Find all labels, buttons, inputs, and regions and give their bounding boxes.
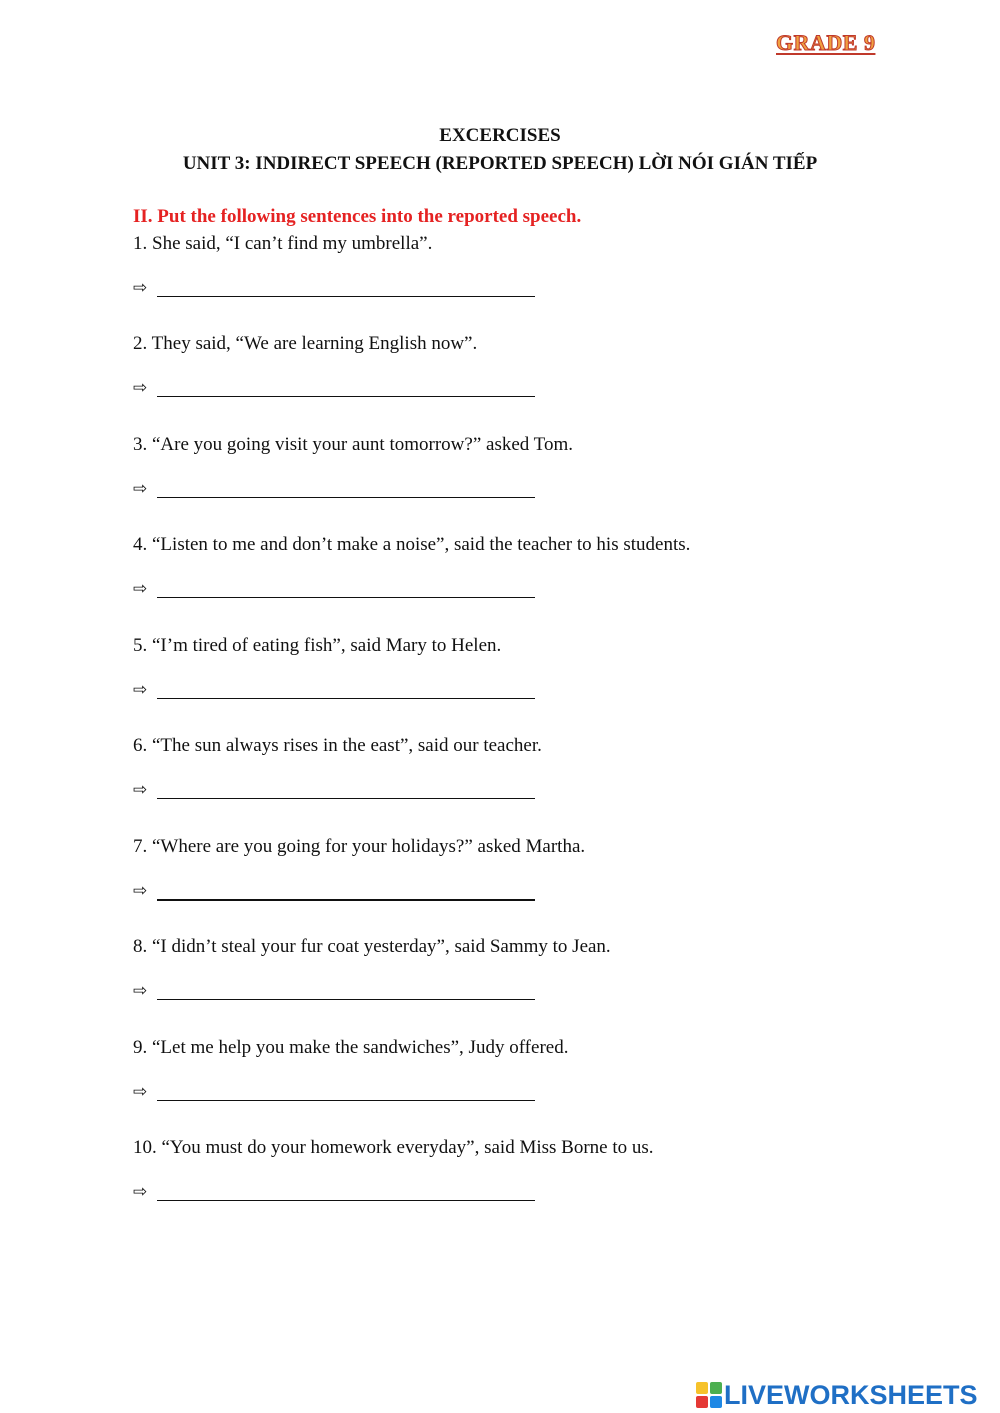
arrow-icon: ⇨ — [133, 378, 148, 398]
answer-line[interactable] — [157, 1200, 535, 1201]
question-text: 8. “I didn’t steal your fur coat yesterday”, said Sammy to Jean. — [133, 936, 611, 957]
answer-line[interactable] — [157, 1100, 535, 1101]
liveworksheets-icon — [696, 1382, 722, 1408]
section-instruction: II. Put the following sentences into the reported speech. — [133, 206, 582, 227]
unit-title: UNIT 3: INDIRECT SPEECH (REPORTED SPEECH) LỜI NÓI GIÁN TIẾP — [182, 153, 818, 174]
answer-line[interactable] — [157, 597, 535, 598]
arrow-icon: ⇨ — [133, 780, 148, 800]
arrow-icon: ⇨ — [133, 1082, 148, 1102]
question-5 — [0, 635, 1000, 735]
question-8 — [0, 936, 1000, 1036]
arrow-icon: ⇨ — [133, 1182, 148, 1202]
arrow-icon: ⇨ — [133, 981, 148, 1001]
answer-line[interactable] — [157, 798, 535, 799]
question-text: 6. “The sun always rises in the east”, said our teacher. — [133, 735, 542, 756]
grade-label: GRADE 9 — [776, 30, 876, 55]
arrow-icon: ⇨ — [133, 579, 148, 599]
question-7 — [0, 836, 1000, 936]
question-6 — [0, 735, 1000, 835]
arrow-icon: ⇨ — [133, 680, 148, 700]
arrow-icon: ⇨ — [133, 881, 148, 901]
question-text: 5. “I’m tired of eating fish”, said Mary to Helen. — [133, 635, 502, 656]
question-text: 4. “Listen to me and don’t make a noise”, said the teacher to his students. — [133, 534, 691, 555]
answer-line[interactable] — [157, 899, 535, 901]
question-text: 1. She said, “I can’t find my umbrella”. — [133, 233, 433, 254]
question-10 — [0, 1137, 1000, 1237]
question-1 — [0, 233, 1000, 333]
question-2 — [0, 333, 1000, 433]
question-text: 7. “Where are you going for your holidays?” asked Martha. — [133, 836, 586, 857]
arrow-icon: ⇨ — [133, 479, 148, 499]
answer-line[interactable] — [157, 296, 535, 297]
arrow-icon: ⇨ — [133, 278, 148, 298]
question-text: 10. “You must do your homework everyday”, said Miss Borne to us. — [133, 1137, 654, 1158]
logo-text: LIVEWORKSHEETS — [724, 1379, 978, 1410]
question-9 — [0, 1037, 1000, 1137]
question-4 — [0, 534, 1000, 634]
question-text: 2. They said, “We are learning English now”. — [133, 333, 478, 354]
page-title: EXCERCISES — [439, 125, 561, 146]
answer-line[interactable] — [157, 999, 535, 1000]
question-text: 9. “Let me help you make the sandwiches”, Judy offered. — [133, 1037, 569, 1058]
answer-line[interactable] — [157, 698, 535, 699]
answer-line[interactable] — [157, 497, 535, 498]
liveworksheets-logo[interactable] — [696, 1379, 978, 1411]
answer-line[interactable] — [157, 396, 535, 397]
question-text: 3. “Are you going visit your aunt tomorrow?” asked Tom. — [133, 434, 573, 455]
question-3 — [0, 434, 1000, 534]
